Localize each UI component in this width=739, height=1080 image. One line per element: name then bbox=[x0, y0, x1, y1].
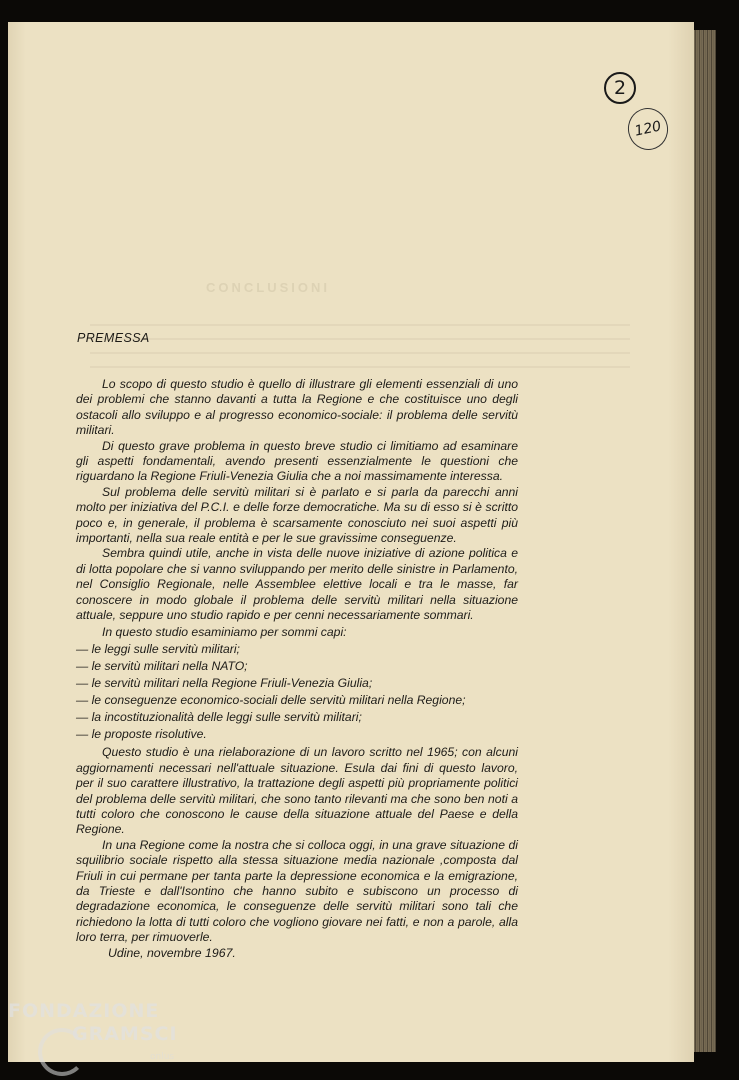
show-through-heading: CONCLUSIONI bbox=[206, 280, 330, 295]
show-through-text bbox=[90, 312, 630, 380]
paragraph: Lo scopo di questo studio è quello di illustrare gli elementi essenziali di uno dei problemi che stanno davanti a tutta la Regione e che costituisce uno degli ostacoli allo sviluppo e al progresso economico-sociale: il problema delle servitù militari. bbox=[76, 377, 518, 438]
list-item: — le leggi sulle servitù militari; bbox=[76, 641, 240, 656]
paragraph: Questo studio è una rielaborazione di un lavoro scritto nel 1965; con alcuni aggiornamenti necessari nell'attuale situazione. Esula dai fini di questo lavoro, per il suo carattere illustrativo, la trattazione degli aspetti più propriamente politici del problema delle servitù militari, che sono tanto rilevanti ma che sono ben noti a tutti coloro che conoscono le cause della situazione attuale del Paese e della Regione. bbox=[76, 745, 518, 837]
watermark-logo-ring bbox=[38, 1028, 86, 1076]
paragraph: Di questo grave problema in questo breve studio ci limitiamo ad esaminare gli aspetti fondamentali, avendo presenti essenzialmente le questioni che riguardano la Regione Friuli-Venezia Giulia che a noi massimamente interessa. bbox=[76, 438, 518, 484]
watermark-line-1: FONDAZIONE bbox=[8, 1000, 160, 1022]
topics-list bbox=[76, 642, 518, 742]
list-item: — la incostituzionalità delle leggi sulle servitù militari; bbox=[76, 709, 362, 724]
section-heading: PREMESSA bbox=[77, 331, 150, 345]
watermark-line-2: GRAMSCI bbox=[72, 1023, 178, 1045]
fondazione-gramsci-watermark bbox=[8, 1000, 178, 1062]
list-item: — le conseguenze economico-sociali delle servitù militari nella Regione; bbox=[76, 692, 466, 707]
list-item: — le proposte risolutive. bbox=[76, 726, 207, 741]
list-item: — le servitù militari nella Regione Friuli-Venezia Giulia; bbox=[76, 675, 373, 690]
place-date-signoff: Udine, novembre 1967. bbox=[108, 946, 236, 960]
list-intro: In questo studio esaminiamo per sommi capi: bbox=[102, 624, 347, 639]
paragraph: In una Regione come la nostra che si colloca oggi, in una grave situazione di squilibrio sociale rispetto alla stessa situazione media nazionale ,composta dal Friuli in cui permane per tanta parte la depressione economica e la emigrazione, da Trieste e dall'Isontino che hanno subito e subiscono un processo di degradazione economica, le conseguenze delle servitù militari sono tali che richiedono la lotta di tutti coloro che vogliono giovare nei fatti, e non a parole, alla loro terra, per rimuoverle. bbox=[76, 837, 518, 945]
paragraph: Sembra quindi utile, anche in vista delle nuove iniziative di azione politica e di lotta popolare che si vanno sviluppando per merito delle sinistre in Parlamento, nel Consiglio Regionale, nelle Assemblee elettive locali e tra le masse, far conoscere in modo globale il problema delle servitù militari nella situazione attuale, seppure uno studio rapido e per cenni necessariamente sommari. bbox=[76, 546, 518, 623]
circled-page-number: 2 bbox=[604, 72, 636, 104]
paragraph: Sul problema delle servitù militari si è parlato e si parla da parecchi anni molto per iniziativa del P.C.I. e delle forze democratiche. Ma su di esso si è scritto poco e, in generale, il problema è scarsamente conosciuto nei suoi aspetti più importanti, nella sua reale entità e per le sue gravissime conseguenze. bbox=[76, 484, 518, 546]
page-stack-edges bbox=[694, 30, 716, 1052]
watermark-line-3: onlus bbox=[150, 1052, 175, 1062]
handwritten-archive-number: 120 bbox=[624, 104, 672, 153]
list-item: — le servitù militari nella NATO; bbox=[76, 658, 248, 673]
body-text bbox=[76, 377, 518, 946]
